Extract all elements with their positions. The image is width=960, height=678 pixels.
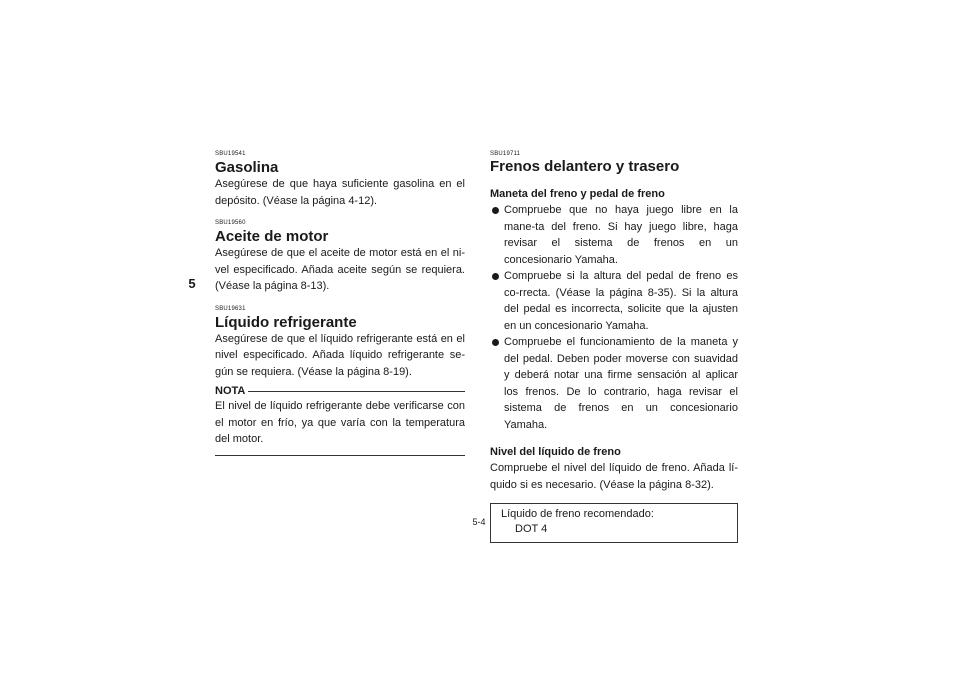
list-item-text: Compruebe si la altura del pedal de freno es co-rrecta. (Véase la página 8-35). Si la altura del pedal es incorrecta, solicite que la ajusten en un concesionario Yamaha. [504, 270, 738, 332]
section-title: Gasolina [215, 159, 279, 176]
note-label: NOTA [215, 385, 246, 397]
subsection-body: Compruebe el nivel del líquido de freno. Añada lí-quido si es necesario. (Véase la página 8-32). [490, 462, 738, 491]
section-code: SBU19541 [215, 151, 246, 157]
section-title: Líquido refrigerante [215, 313, 357, 331]
bullet-icon [492, 273, 499, 280]
note-header [215, 384, 465, 398]
page-number: 5-4 [472, 517, 486, 527]
right-column [490, 150, 738, 543]
bullet-list [490, 202, 738, 433]
list-item-text: Compruebe que no haya juego libre en la mane-ta del freno. Si hay juego libre, haga revisar el sistema de frenos en un concesionario Yamaha. [504, 204, 738, 266]
spec-label: Líquido de freno recomendado: [501, 508, 654, 520]
note-text: El nivel de líquido refrigerante debe verificarse con el motor en frío, ya que varía con la temperatura del motor. [215, 400, 465, 445]
section-body: Asegúrese de que haya suficiente gasolina en el depósito. (Véase la página 4-12). [215, 178, 465, 207]
list-item-text: Compruebe el funcionamiento de la maneta y del pedal. Deben poder moverse con suavidad y deberá notar una firme sensación al aplicar los frenos. De lo contrario, haga revisar el sistema de frenos en un concesionario Yamaha. [504, 336, 738, 431]
note-rule-bottom [215, 455, 465, 456]
section-code: SBU19631 [215, 305, 246, 312]
section-aceite [215, 219, 465, 295]
left-column [215, 150, 465, 456]
section-gasolina [215, 150, 465, 209]
section-code: SBU19560 [215, 220, 246, 226]
subsection-title: Nivel del líquido de freno [490, 446, 621, 458]
spec-box [490, 503, 738, 543]
section-code: SBU19711 [490, 151, 521, 157]
subsection-title: Maneta del freno y pedal de freno [490, 188, 665, 200]
list-item [490, 202, 738, 268]
section-body: Asegúrese de que el aceite de motor está en el ni-vel especificado. Añada aceite según se requiera. (Véase la página 8-13). [215, 247, 465, 292]
spec-value: DOT 4 [515, 522, 548, 535]
list-item [490, 334, 738, 433]
chapter-tab: 5 [188, 276, 196, 291]
note-rule-top [248, 391, 465, 392]
bullet-icon [492, 207, 499, 214]
section-body: Asegúrese de que el líquido refrigerante está en el nivel especificado. Añada líquido refrigerante se-gún se requiera. (Véase la página 8-19). [215, 332, 465, 378]
bullet-icon [492, 339, 499, 346]
section-title: Aceite de motor [215, 228, 329, 245]
section-refrigerante [215, 305, 465, 381]
note-block [215, 384, 465, 456]
list-item [490, 268, 738, 334]
section-title: Frenos delantero y trasero [490, 158, 680, 175]
